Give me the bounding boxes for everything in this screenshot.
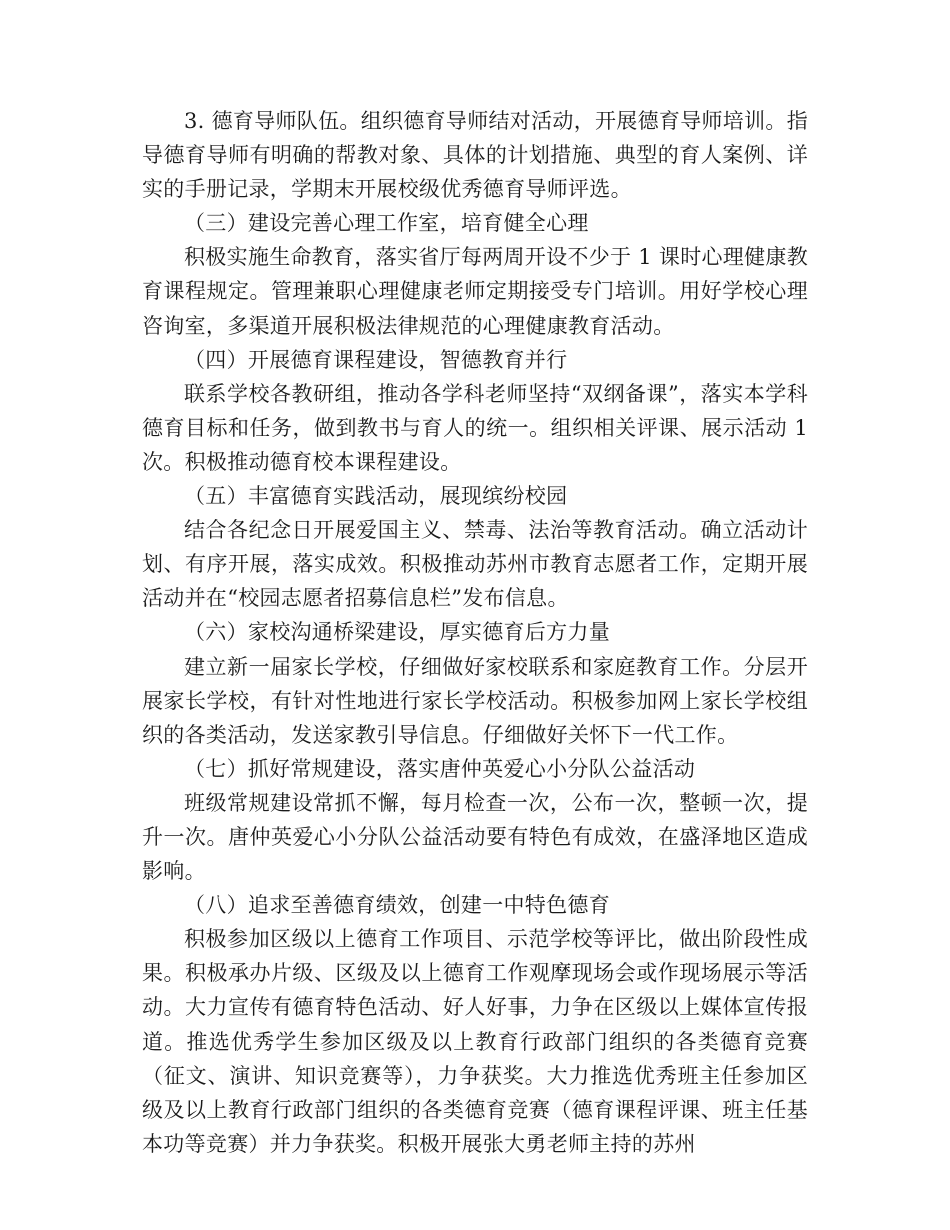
- paragraph-practice: 结合各纪念日开展爱国主义、禁毒、法治等教育活动。确立活动计划、有序开展，落实成效。积极推动苏州市教育志愿者工作，定期开展活动并在“校园志愿者招募信息栏”发布信息。: [142, 518, 808, 611]
- paragraph-psychology: 积极实施生命教育，落实省厅每两周开设不少于 1 课时心理健康教育课程规定。管理兼职心理健康老师定期接受专门培训。用好学校心理咨询室，多渠道开展积极法律规范的心理健康教育活动。: [142, 245, 809, 338]
- paragraph-performance: 积极参加区级以上德育工作项目、示范学校等评比，做出阶段性成果。积极承办片级、区级及以上德育工作观摩现场会或作现场展示等活动。大力宣传有德育特色活动、好人好事，力争在区级以上媒体宣传报道。推选优秀学生参加区级及以上教育行政部门组织的各类德育竞赛（征文、演讲、知识竞赛等），力争获奖。大力推选优秀班主任参加区级及以上教育行政部门组织的各类德育竞赛（德育课程评课、班主任基本功等竞赛）并力争获奖。积极开展张大勇老师主持的苏州: [142, 927, 808, 1156]
- section-heading-4: （四）开展德育课程建设，智德教育并行: [184, 347, 568, 372]
- section-heading-8: （八）追求至善德育绩效，创建一中特色德育: [184, 893, 610, 918]
- section-heading-5: （五）丰富德育实践活动，展现缤纷校园: [184, 484, 568, 509]
- paragraph-home-school: 建立新一届家长学校，仔细做好家校联系和家庭教育工作。分层开展家长学校，有针对性地进行家长学校活动。积极参加网上家长学校组织的各类活动，发送家教引导信息。仔细做好关怀下一代工作。: [142, 654, 808, 747]
- document-body: [142, 104, 808, 1161]
- paragraph-curriculum: 联系学校各教研组，推动各学科老师坚持“双纲备课”，落实本学科德育目标和任务，做到教书与育人的统一。组织相关评课、展示活动 1 次。积极推动德育校本课程建设。: [142, 381, 808, 474]
- paragraph-mentor-team: 3. 德育导师队伍。组织德育导师结对活动，开展德育导师培训。指导德育导师有明确的帮教对象、具体的计划措施、典型的育人案例、详实的手册记录，学期末开展校级优秀德育导师评选。: [142, 109, 809, 202]
- section-heading-7: （七）抓好常规建设，落实唐仲英爱心小分队公益活动: [184, 756, 696, 781]
- section-heading-3: （三）建设完善心理工作室，培育健全心理: [184, 211, 589, 236]
- section-heading-6: （六）家校沟通桥梁建设，厚实德育后方力量: [184, 620, 610, 645]
- paragraph-routine: 班级常规建设常抓不懈，每月检查一次，公布一次，整顿一次，提升一次。唐仲英爱心小分队公益活动要有特色有成效，在盛泽地区造成影响。: [142, 790, 808, 884]
